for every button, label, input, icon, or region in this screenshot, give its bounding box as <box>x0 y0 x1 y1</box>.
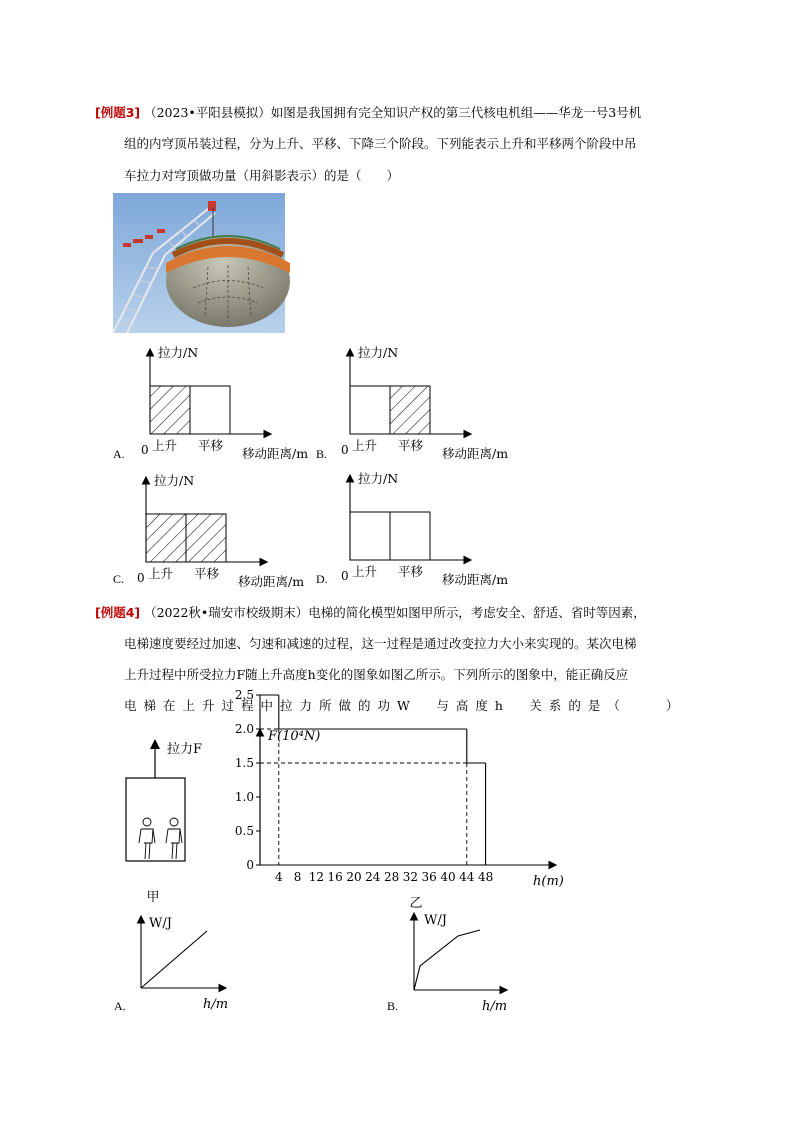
ex3-option-c[interactable]: C. <box>113 572 125 586</box>
ex4-text-1: 电梯的简化模型如图甲所示，考虑安全、舒适、省时等因素， <box>308 605 646 620</box>
ex4-option-a-chart <box>125 905 245 1015</box>
ex3-chart-c <box>137 473 304 589</box>
x-axis-label: 移动距离/m <box>238 574 305 589</box>
ex3-chart-a <box>141 345 308 461</box>
work-rect-move <box>390 386 430 434</box>
move-label: 平移 <box>198 438 224 453</box>
ex3-line1 <box>95 103 641 121</box>
ex4-tag: [例题4] <box>95 605 141 620</box>
ex4-option-a[interactable]: A. <box>114 999 126 1013</box>
origin-label: 0 <box>141 443 149 457</box>
work-rect-rise <box>350 386 390 434</box>
ex3-text-1: 如图是我国拥有完全知识产权的第三代核电机组——华龙一号3号机 <box>270 105 642 120</box>
work-rect-move <box>190 386 230 434</box>
ex3-option-b[interactable]: B. <box>316 447 328 461</box>
y-tick-label: 1.5 <box>234 756 254 770</box>
ex3-line3: 车拉力对穹顶做功量（用斜影表示）的是（ ） <box>124 168 400 183</box>
x-tick-label: 24 <box>365 870 381 884</box>
x-axis-label: h(m) <box>533 874 564 889</box>
work-rect-rise <box>150 386 190 434</box>
figure-jia-caption: 甲 <box>146 890 160 905</box>
rise-label: 上升 <box>352 564 378 579</box>
ex4-line1 <box>95 603 646 621</box>
ex4-a-ylabel: W/J <box>149 916 172 931</box>
ex4-b-xlabel: h/m <box>482 999 508 1014</box>
ex3-source: （2023•平阳县模拟） <box>144 105 271 120</box>
x-tick-label: 4 <box>274 870 283 884</box>
move-label: 平移 <box>194 566 220 581</box>
ex4-b-ylabel: W/J <box>424 913 447 928</box>
origin-label: 0 <box>341 443 349 457</box>
y-tick-label: 0.5 <box>234 824 254 838</box>
figure-yi-caption: 乙 <box>409 896 423 911</box>
y-axis-label: 拉力/N <box>358 345 399 360</box>
rise-label: 上升 <box>352 438 378 453</box>
ex3-option-charts <box>0 330 794 595</box>
x-axis-label: 移动距离/m <box>442 572 509 587</box>
crane-dome-photo <box>113 193 285 333</box>
rise-label: 上升 <box>152 438 178 453</box>
x-axis-label: 移动距离/m <box>242 446 309 461</box>
pull-force-label: 拉力F <box>167 742 203 757</box>
passengers-icon <box>139 818 182 859</box>
x-tick-label: 40 <box>440 870 456 884</box>
x-tick-label: 32 <box>402 870 419 884</box>
rise-label: 上升 <box>148 566 174 581</box>
x-tick-label: 28 <box>383 870 400 884</box>
move-label: 平移 <box>398 438 424 453</box>
ex4-a-line <box>141 931 207 988</box>
work-rect-rise <box>146 514 186 562</box>
y-tick-label: 1.0 <box>234 790 254 804</box>
y-axis-label: F(10⁴N) <box>268 729 321 744</box>
y-axis-label: 拉力/N <box>158 345 199 360</box>
ex4-option-b-chart <box>398 900 528 1015</box>
y-axis-label: 拉力/N <box>154 473 195 488</box>
x-axis-label: 移动距离/m <box>442 446 509 461</box>
x-tick-label: 36 <box>421 870 437 884</box>
ex4-line4: 电梯在上升过程中拉力所做的功W 与高度h 关系的是（ ） <box>124 698 686 713</box>
x-tick-label: 48 <box>477 870 494 884</box>
y-tick-label: 2.5 <box>234 688 254 702</box>
x-tick-label: 8 <box>293 870 302 884</box>
ex3-tag: [例题3] <box>95 105 141 120</box>
ex4-a-xlabel: h/m <box>203 997 229 1012</box>
ex4-option-b[interactable]: B. <box>387 999 399 1013</box>
move-label: 平移 <box>398 564 424 579</box>
ex3-option-a[interactable]: A. <box>113 447 125 461</box>
x-tick-label: 44 <box>459 870 475 884</box>
y-tick-label: 2.0 <box>234 722 254 736</box>
ex4-b-line <box>414 930 480 990</box>
x-tick-label: 12 <box>308 870 325 884</box>
work-rect-move <box>186 514 226 562</box>
y-axis-label: 拉力/N <box>358 471 399 486</box>
x-tick-label: 16 <box>327 870 343 884</box>
work-rect-rise <box>350 512 390 560</box>
work-rect-move <box>390 512 430 560</box>
ex3-chart-b <box>341 345 508 461</box>
ex4-line3: 上升过程中所受拉力F随上升高度h变化的图象如图乙所示。下列所示的图象中，能正确反应 <box>124 667 629 682</box>
origin-label: 0 <box>341 569 349 583</box>
x-tick-label: 20 <box>346 870 362 884</box>
ex4-line2: 电梯速度要经过加速、匀速和减速的过程，这一过程是通过改变拉力大小来实现的。某次电梯 <box>124 636 637 651</box>
ex3-line2: 组的内穹顶吊装过程，分为上升、平移、下降三个阶段。下列能表示上升和平移两个阶段中吊 <box>124 136 637 151</box>
origin-label: 0 <box>137 571 145 585</box>
elevator-diagram <box>115 735 225 905</box>
ex4-source: （2022秋•瑞安市校级期末） <box>144 605 309 620</box>
ex3-option-d[interactable]: D. <box>316 572 328 586</box>
ex3-chart-d <box>341 471 508 587</box>
y-tick-label: 0 <box>246 858 254 872</box>
